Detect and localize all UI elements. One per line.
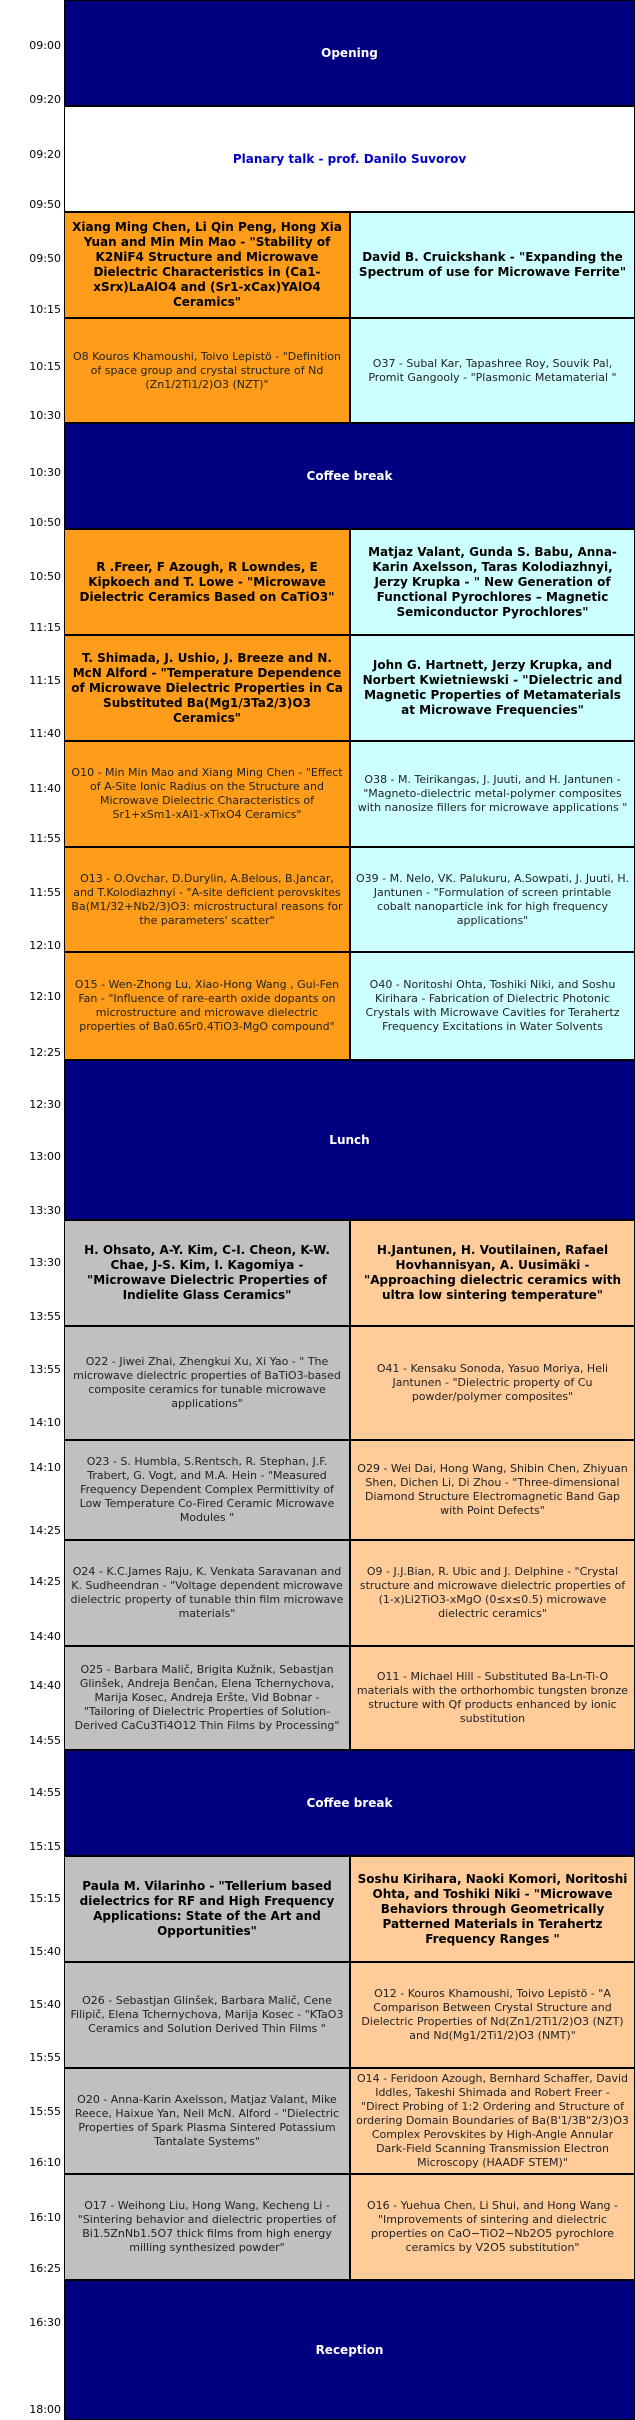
- session-11-15-right: John G. Hartnett, Jerzy Krupka, and Norbert Kwietniewski - "Dielectric and Magnetic Properties of Metamaterials at Microwave Frequencies": [350, 635, 635, 741]
- session-13-30-right: H.Jantunen, H. Voutilainen, Rafael Hovhannisyan, A. Uusimäki - "Approaching dielectric ceramics with ultra low sintering temperature": [350, 1220, 635, 1326]
- session-15-15-right: Soshu Kirihara, Naoki Komori, Noritoshi Ohta, and Toshiki Niki - "Microwave Behaviors through Geometrically Patterned Materials in Terahertz Frequency Ranges ": [350, 1856, 635, 1962]
- session-14-10-left: O23 - S. Humbla, S.Rentsch, R. Stephan, J.F. Trabert, G. Vogt, and M.A. Hein - "Measured Frequency Dependent Complex Permittivity of Low Temperature Co-Fired Ceramic Microwave Modules ": [64, 1440, 350, 1540]
- time-label: 10:30: [29, 466, 61, 479]
- time-label: 13:55: [29, 1310, 61, 1323]
- time-label: 10:15: [29, 303, 61, 316]
- time-label: 15:40: [29, 1945, 61, 1958]
- time-label: 11:15: [29, 621, 61, 634]
- time-label: 12:25: [29, 1046, 61, 1059]
- reception-block: Reception: [64, 2280, 635, 2420]
- time-label: 15:40: [29, 1998, 61, 2011]
- time-label: 16:30: [29, 2316, 61, 2329]
- coffee-break-block: Coffee break: [64, 1750, 635, 1856]
- time-label: 18:00: [29, 2403, 61, 2416]
- session-10-15-right: O37 - Subal Kar, Tapashree Roy, Souvik Pal, Promit Gangooly - "Plasmonic Metamaterial ": [350, 318, 635, 423]
- session-14-25-left: O24 - K.C.James Raju, K. Venkata Saravanan and K. Sudheendran - "Voltage dependent microwave dielectric property of tunable thin film microwave materials": [64, 1540, 350, 1646]
- session-14-40-left: O25 - Barbara Malič, Brigita Kužnik, Sebastjan Glinšek, Andreja Benčan, Elena Tchernychova, Marija Kosec, Andreja Eršte, Vid Bobnar - "Tailoring of Dielectric Properties of Solution-Derived CaCu3Ti4O12 Thin Films by Processing": [64, 1646, 350, 1750]
- time-label: 15:55: [29, 2051, 61, 2064]
- time-label: 11:40: [29, 782, 61, 795]
- session-15-15-left: Paula M. Vilarinho - "Tellerium based dielectrics for RF and High Frequency Applications: State of the Art and Opportunities": [64, 1856, 350, 1962]
- session-14-10-right: O29 - Wei Dai, Hong Wang, Shibin Chen, Zhiyuan Shen, Dichen Li, Di Zhou - "Three-dimensional Diamond Structure Electromagnetic Band Gap with Point Defects": [350, 1440, 635, 1540]
- coffee-break-block: Coffee break: [64, 423, 635, 529]
- session-09-50-right: David B. Cruickshank - "Expanding the Spectrum of use for Microwave Ferrite": [350, 212, 635, 318]
- session-13-30-left: H. Ohsato, A-Y. Kim, C-I. Cheon, K-W. Chae, J-S. Kim, I. Kagomiya - "Microwave Dielectric Properties of Indielite Glass Ceramics": [64, 1220, 350, 1326]
- time-label: 14:40: [29, 1630, 61, 1643]
- session-11-55-left: O13 - O.Ovchar, D.Durylin, A.Belous, B.Jancar, and T.Kolodiazhnyi - "A-site deficient perovskites Ba(M1/32+Nb2/3)O3: microstructural reasons for the parameters' scatter": [64, 847, 350, 952]
- session-10-15-left: O8 Kouros Khamoushi, Toivo Lepistö - "Definition of space group and crystal structure of Nd (Zn1/2Ti1/2)O3 (NZT)": [64, 318, 350, 423]
- session-13-55-left: O22 - Jiwei Zhai, Zhengkui Xu, Xi Yao - " The microwave dielectric properties of BaTiO3-based composite ceramics for tunable microwave applications": [64, 1326, 350, 1440]
- time-label: 10:50: [29, 516, 61, 529]
- session-11-15-left: T. Shimada, J. Ushio, J. Breeze and N. McN Alford - "Temperature Dependence of Microwave Dielectric Properties in Ca Substituted Ba(Mg1/3Ta2/3)O3 Ceramics": [64, 635, 350, 741]
- time-label: 16:10: [29, 2211, 61, 2224]
- session-11-55-right: O39 - M. Nelo, VK. Palukuru, A.Sowpati, J. Juuti, H. Jantunen - "Formulation of screen printable cobalt nanoparticle ink for high frequency applications": [350, 847, 635, 952]
- session-10-50-right: Matjaz Valant, Gunda S. Babu, Anna-Karin Axelsson, Taras Kolodiazhnyi, Jerzy Krupka - " New Generation of Functional Pyrochlores – Magnetic Semiconductor Pyrochlores": [350, 529, 635, 635]
- time-label: 10:50: [29, 570, 61, 583]
- time-label: 11:55: [29, 832, 61, 845]
- session-13-55-right: O41 - Kensaku Sonoda, Yasuo Moriya, Heli Jantunen - "Dielectric property of Cu powder/polymer composites": [350, 1326, 635, 1440]
- time-label: 14:10: [29, 1461, 61, 1474]
- time-label: 09:50: [29, 198, 61, 211]
- time-label: 11:40: [29, 727, 61, 740]
- session-12-10-left: O15 - Wen-Zhong Lu, Xiao-Hong Wang , Gui-Fen Fan - "Influence of rare-earth oxide dopants on microstructure and microwave dielectric properties of Ba0.6Sr0.4TiO3-MgO compound": [64, 952, 350, 1060]
- time-label: 13:30: [29, 1256, 61, 1269]
- session-11-40-right: O38 - M. Teirikangas, J. Juuti, and H. Jantunen - "Magneto-dielectric metal-polymer composites with nanosize fillers for microwave applications ": [350, 741, 635, 847]
- time-label: 09:00: [29, 39, 61, 52]
- time-label: 15:55: [29, 2105, 61, 2118]
- lunch-block: Lunch: [64, 1060, 635, 1220]
- time-label: 14:55: [29, 1786, 61, 1799]
- session-15-55-right: O14 - Feridoon Azough, Bernhard Schaffer, David Iddles, Takeshi Shimada and Robert Freer - "Direct Probing of 1:2 Ordering and Structure of ordering Domain Boundaries of Ba(B'1/3B"2/3)O3 Complex Perovskites by High-Angle Annular Dark-Field Scanning Transmission Electron Microscopy (HAADF STEM)": [350, 2068, 635, 2174]
- time-label: 10:15: [29, 360, 61, 373]
- time-label: 09:50: [29, 252, 61, 265]
- time-label: 13:00: [29, 1150, 61, 1163]
- time-label: 14:25: [29, 1524, 61, 1537]
- time-label: 15:15: [29, 1840, 61, 1853]
- plenary-talk-block: Planary talk - prof. Danilo Suvorov: [64, 106, 635, 212]
- session-16-10-left: O17 - Weihong Liu, Hong Wang, Kecheng Li - "Sintering behavior and dielectric properties of Bi1.5ZnNb1.5O7 thick films from high energy milling synthesized powder": [64, 2174, 350, 2280]
- time-label: 11:55: [29, 886, 61, 899]
- time-label: 15:15: [29, 1892, 61, 1905]
- session-16-10-right: O16 - Yuehua Chen, Li Shui, and Hong Wang - "Improvements of sintering and dielectric properties on CaO−TiO2−Nb2O5 pyrochlore ceramics by V2O5 substitution": [350, 2174, 635, 2280]
- time-label: 12:30: [29, 1098, 61, 1111]
- session-09-50-left: Xiang Ming Chen, Li Qin Peng, Hong Xia Yuan and Min Min Mao - "Stability of K2NiF4 Structure and Microwave Dielectric Characteristics in (Ca1-xSrx)LaAlO4 and (Sr1-xCax)YAlO4 Ceramics": [64, 212, 350, 318]
- session-11-40-left: O10 - Min Min Mao and Xiang Ming Chen - "Effect of A-Site Ionic Radius on the Structure and Microwave Dielectric Characteristics of Sr1+xSm1-xAl1-xTixO4 Ceramics": [64, 741, 350, 847]
- session-15-55-left: O20 - Anna-Karin Axelsson, Matjaz Valant, Mike Reece, Haixue Yan, Neil McN. Alford - "Dielectric Properties of Spark Plasma Sintered Potassium Tantalate Systems": [64, 2068, 350, 2174]
- time-label: 16:10: [29, 2156, 61, 2169]
- time-label: 09:20: [29, 148, 61, 161]
- session-12-10-right: O40 - Noritoshi Ohta, Toshiki Niki, and Soshu Kirihara - Fabrication of Dielectric Photonic Crystals with Microwave Cavities for Terahertz Frequency Excitations in Water Solvents: [350, 952, 635, 1060]
- time-label: 16:25: [29, 2262, 61, 2275]
- time-label: 13:30: [29, 1204, 61, 1217]
- time-label: 14:10: [29, 1416, 61, 1429]
- session-15-40-left: O26 - Sebastjan Glinšek, Barbara Malič, Cene Filipič, Elena Tchernychova, Marija Kosec - "KTaO3 Ceramics and Solution Derived Thin Films ": [64, 1962, 350, 2068]
- session-14-25-right: O9 - J.J.Bian, R. Ubic and J. Delphine - "Crystal structure and microwave dielectric properties of (1-x)Li2TiO3-xMgO (0≤x≤0.5) microwave dielectric ceramics": [350, 1540, 635, 1646]
- session-14-40-right: O11 - Michael Hill - Substituted Ba-Ln-Ti-O materials with the orthorhombic tungsten bronze structure with Qf products enhanced by ionic substitution: [350, 1646, 635, 1750]
- time-label: 12:10: [29, 990, 61, 1003]
- time-label: 10:30: [29, 409, 61, 422]
- time-label: 11:15: [29, 674, 61, 687]
- time-label: 14:40: [29, 1679, 61, 1692]
- time-label: 09:20: [29, 93, 61, 106]
- session-15-40-right: O12 - Kouros Khamoushi, Toivo Lepistö - "A Comparison Between Crystal Structure and Dielectric Properties of Nd(Zn1/2Ti1/2)O3 (NZT) and Nd(Mg1/2Ti1/2)O3 (NMT)": [350, 1962, 635, 2068]
- session-10-50-left: R .Freer, F Azough, R Lowndes, E Kipkoech and T. Lowe - "Microwave Dielectric Ceramics Based on CaTiO3": [64, 529, 350, 635]
- opening-block: Opening: [64, 0, 635, 106]
- time-label: 13:55: [29, 1363, 61, 1376]
- time-label: 14:25: [29, 1575, 61, 1588]
- time-label: 12:10: [29, 939, 61, 952]
- time-label: 14:55: [29, 1734, 61, 1747]
